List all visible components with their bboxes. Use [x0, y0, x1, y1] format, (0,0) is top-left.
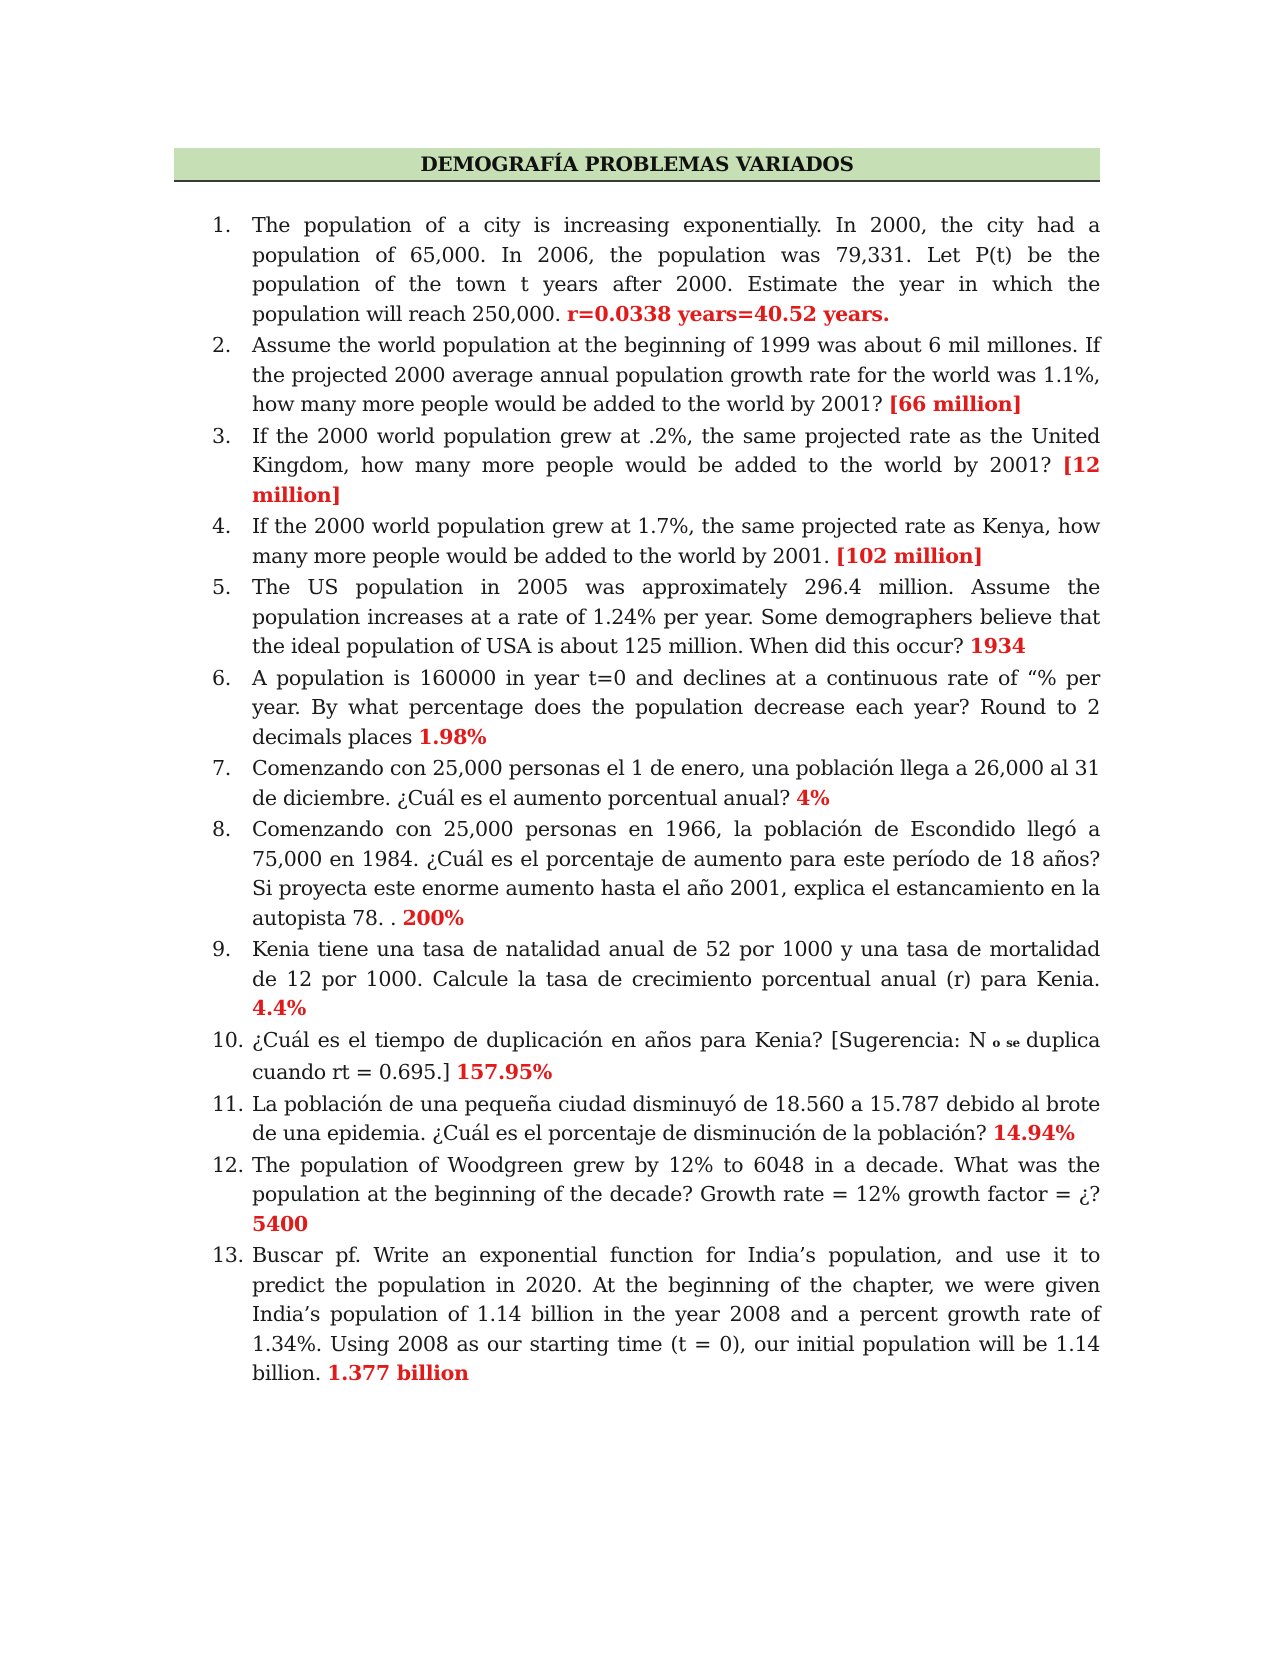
problem-item	[212, 664, 1100, 753]
problem-text: Kenia tiene una tasa de natalidad anual de 52 por 1000 y una tasa de mortalidad de 12 por 1000. Calcule la tasa de crecimiento porcentual anual (r) para Kenia. 4.4%	[252, 937, 1100, 1020]
problem-answer: 200%	[402, 905, 464, 930]
problem-answer: [102 million]	[835, 543, 983, 568]
problem-answer: 1.98%	[418, 724, 487, 749]
problem-text: Comenzando con 25,000 personas en 1966, la población de Escondido llegó a 75,000 en 1984. ¿Cuál es el porcentaje de aumento para este período de 18 años? Si proyecta este enorme aumento hasta el año 2001, explica el estancamiento en la autopista 78. . 200%	[252, 817, 1100, 930]
problem-answer: [66 million]	[888, 392, 1022, 416]
page-title: DEMOGRAFÍA PROBLEMAS VARIADOS	[420, 152, 854, 176]
problem-item	[212, 573, 1100, 662]
problem-answer: 5400	[252, 1211, 308, 1236]
problem-text: ¿Cuál es el tiempo de duplicación en años para Kenia? [Sugerencia: N o se duplica cuando rt = 0.695.] 157.95%	[252, 1027, 1100, 1084]
problem-item	[212, 1241, 1100, 1389]
problem-item	[212, 211, 1100, 329]
problem-answer: 1934	[969, 634, 1026, 658]
subscript-text: o se	[986, 1035, 1026, 1050]
problem-answer: [12 million]	[252, 453, 1100, 507]
problem-number: 7.	[212, 756, 231, 780]
problem-item	[212, 1151, 1100, 1240]
problem-item	[212, 935, 1100, 1024]
problem-number: 12.	[212, 1152, 244, 1177]
problem-item	[212, 754, 1100, 813]
problem-text: If the 2000 world population grew at 1.7%, the same projected rate as Kenya, how many more people would be added to the world by 2001. [102 million]	[252, 514, 1100, 568]
problem-number: 13.	[212, 1243, 244, 1267]
problem-text: Comenzando con 25,000 personas el 1 de enero, una población llega a 26,000 al 31 de diciembre. ¿Cuál es el aumento porcentual anual? 4%	[252, 756, 1100, 810]
problem-item	[212, 1026, 1100, 1088]
problem-number: 1.	[212, 213, 231, 237]
problem-text: A population is 160000 in year t=0 and declines at a continuous rate of “% per year. By what percentage does the population decrease each year? Round to 2 decimals places 1.98%	[252, 665, 1100, 749]
problem-text: The population of a city is increasing exponentially. In 2000, the city had a population of 65,000. In 2006, the population was 79,331. Let P(t) be the population of the town t years after 2000. Estimate the year in which the population will reach 250,000. r=0.0338 years=40.52 years.	[252, 213, 1100, 326]
problem-number: 11.	[212, 1091, 244, 1116]
problem-number: 10.	[212, 1027, 244, 1052]
problem-item	[212, 815, 1100, 933]
problem-answer: 1.377 billion	[327, 1361, 469, 1385]
problem-number: 8.	[212, 817, 231, 841]
problem-number: 3.	[212, 423, 231, 448]
problem-answer: 14.94%	[992, 1121, 1075, 1145]
problem-text: Assume the world population at the beginning of 1999 was about 6 mil millones. If the projected 2000 average annual population growth rate for the world was 1.1%, how many more people would be added to the world by 2001? [66 million]	[252, 333, 1100, 416]
problem-answer: 4%	[796, 785, 830, 810]
problem-answer: r=0.0338 years=40.52 years.	[566, 301, 890, 326]
title-banner	[174, 148, 1100, 182]
problem-text: The US population in 2005 was approximately 296.4 million. Assume the population increases at a rate of 1.24% per year. Some demographers believe that the ideal population of USA is about 125 million. When did this occur? 1934	[252, 575, 1100, 658]
problem-answer: 4.4%	[252, 996, 306, 1020]
problem-item	[212, 331, 1100, 420]
problem-item	[212, 422, 1100, 511]
problem-number: 6.	[212, 665, 231, 690]
problem-number: 2.	[212, 333, 231, 357]
problem-item	[212, 1090, 1100, 1149]
problem-text: If the 2000 world population grew at .2%, the same projected rate as the United Kingdom, how many more people would be added to the world by 2001? [12 million]	[252, 423, 1100, 507]
problem-answer: 157.95%	[456, 1060, 552, 1084]
problem-list	[212, 211, 1100, 1391]
problem-item	[212, 512, 1100, 571]
problem-number: 5.	[212, 575, 231, 599]
problem-number: 9.	[212, 937, 231, 961]
problem-text: La población de una pequeña ciudad disminuyó de 18.560 a 15.787 debido al brote de una epidemia. ¿Cuál es el porcentaje de disminución de la población? 14.94%	[252, 1091, 1100, 1145]
problem-text: Buscar pf. Write an exponential function for India’s population, and use it to predict the population in 2020. At the beginning of the chapter, we were given India’s population of 1.14 billion in the year 2008 and a percent growth rate of 1.34%. Using 2008 as our starting time (t = 0), our initial population will be 1.14 billion. 1.377 billion	[252, 1243, 1100, 1385]
problem-text: The population of Woodgreen grew by 12% to 6048 in a decade. What was the population at the beginning of the decade? Growth rate = 12% growth factor = ¿? 5400	[252, 1152, 1100, 1236]
problem-number: 4.	[212, 514, 231, 538]
